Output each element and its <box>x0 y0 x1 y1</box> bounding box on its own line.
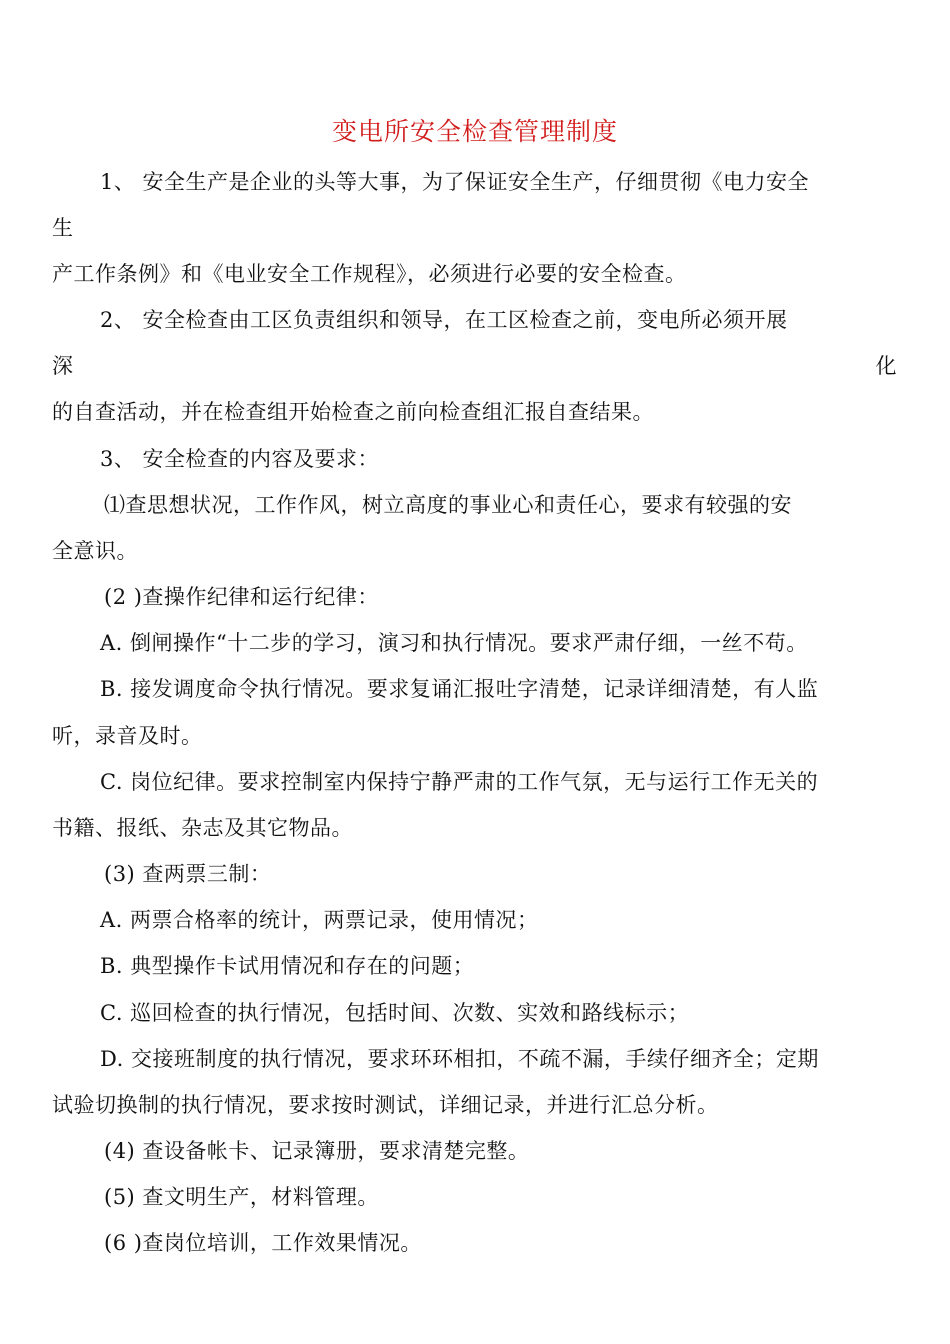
paragraph-line: A. 两票合格率的统计，两票记录，使用情况； <box>100 908 539 932</box>
paragraph-line: C. 岗位纪律。要求控制室内保持宁静严肃的工作气氛，无与运行工作无关的 <box>100 770 819 794</box>
paragraph-line-left: 深 <box>52 354 74 378</box>
paragraph-line: (2 )查操作纪律和运行纪律： <box>104 585 379 609</box>
paragraph-line: 试验切换制的执行情况，要求按时测试，详细记录，并进行汇总分析。 <box>52 1093 719 1117</box>
document-title: 变电所安全检查管理制度 <box>331 117 618 146</box>
paragraph-line: (3) 查两票三制： <box>104 862 272 886</box>
paragraph-line-right: 化 <box>875 354 897 378</box>
paragraph-line: (5) 查文明生产，材料管理。 <box>104 1185 379 1209</box>
paragraph-line: (6 )查岗位培训，工作效果情况。 <box>104 1231 422 1255</box>
paragraph-line: 的自查活动，并在检查组开始检查之前向检查组汇报自查结果。 <box>52 400 654 424</box>
paragraph-line: C. 巡回检查的执行情况，包括时间、次数、实效和路线标示； <box>100 1001 690 1025</box>
paragraph-line: 3、 安全检查的内容及要求： <box>100 447 380 471</box>
paragraph-line: B. 接发调度命令执行情况。要求复诵汇报吐字清楚，记录详细清楚，有人监 <box>100 677 819 701</box>
paragraph-line: 书籍、报纸、杂志及其它物品。 <box>52 816 353 840</box>
paragraph-line: A. 倒闸操作“十二步的学习，演习和执行情况。要求严肃仔细，一丝不苟。 <box>100 631 808 655</box>
paragraph-line: B. 典型操作卡试用情况和存在的问题； <box>100 954 475 978</box>
paragraph-line: 2、 安全检查由工区负责组织和领导，在工区检查之前，变电所必须开展 <box>100 308 788 332</box>
paragraph-line-split <box>52 346 897 386</box>
paragraph-line: 1、 安全生产是企业的头等大事，为了保证安全生产，仔细贯彻《电力安全 <box>100 170 810 194</box>
paragraph-line: D. 交接班制度的执行情况，要求环环相扣，不疏不漏，手续仔细齐全；定期 <box>100 1047 819 1071</box>
paragraph-line: ⑴查思想状况，工作作风，树立高度的事业心和责任心，要求有较强的安 <box>104 493 792 517</box>
paragraph-line: 全意识。 <box>52 539 138 563</box>
paragraph-line: (4) 查设备帐卡、记录簿册，要求清楚完整。 <box>104 1139 530 1163</box>
paragraph-line: 听，录音及时。 <box>52 724 203 748</box>
paragraph-line: 生 <box>52 216 74 240</box>
paragraph-line: 产工作条例》和《电业安全工作规程》，必须进行必要的安全检查。 <box>52 262 687 286</box>
